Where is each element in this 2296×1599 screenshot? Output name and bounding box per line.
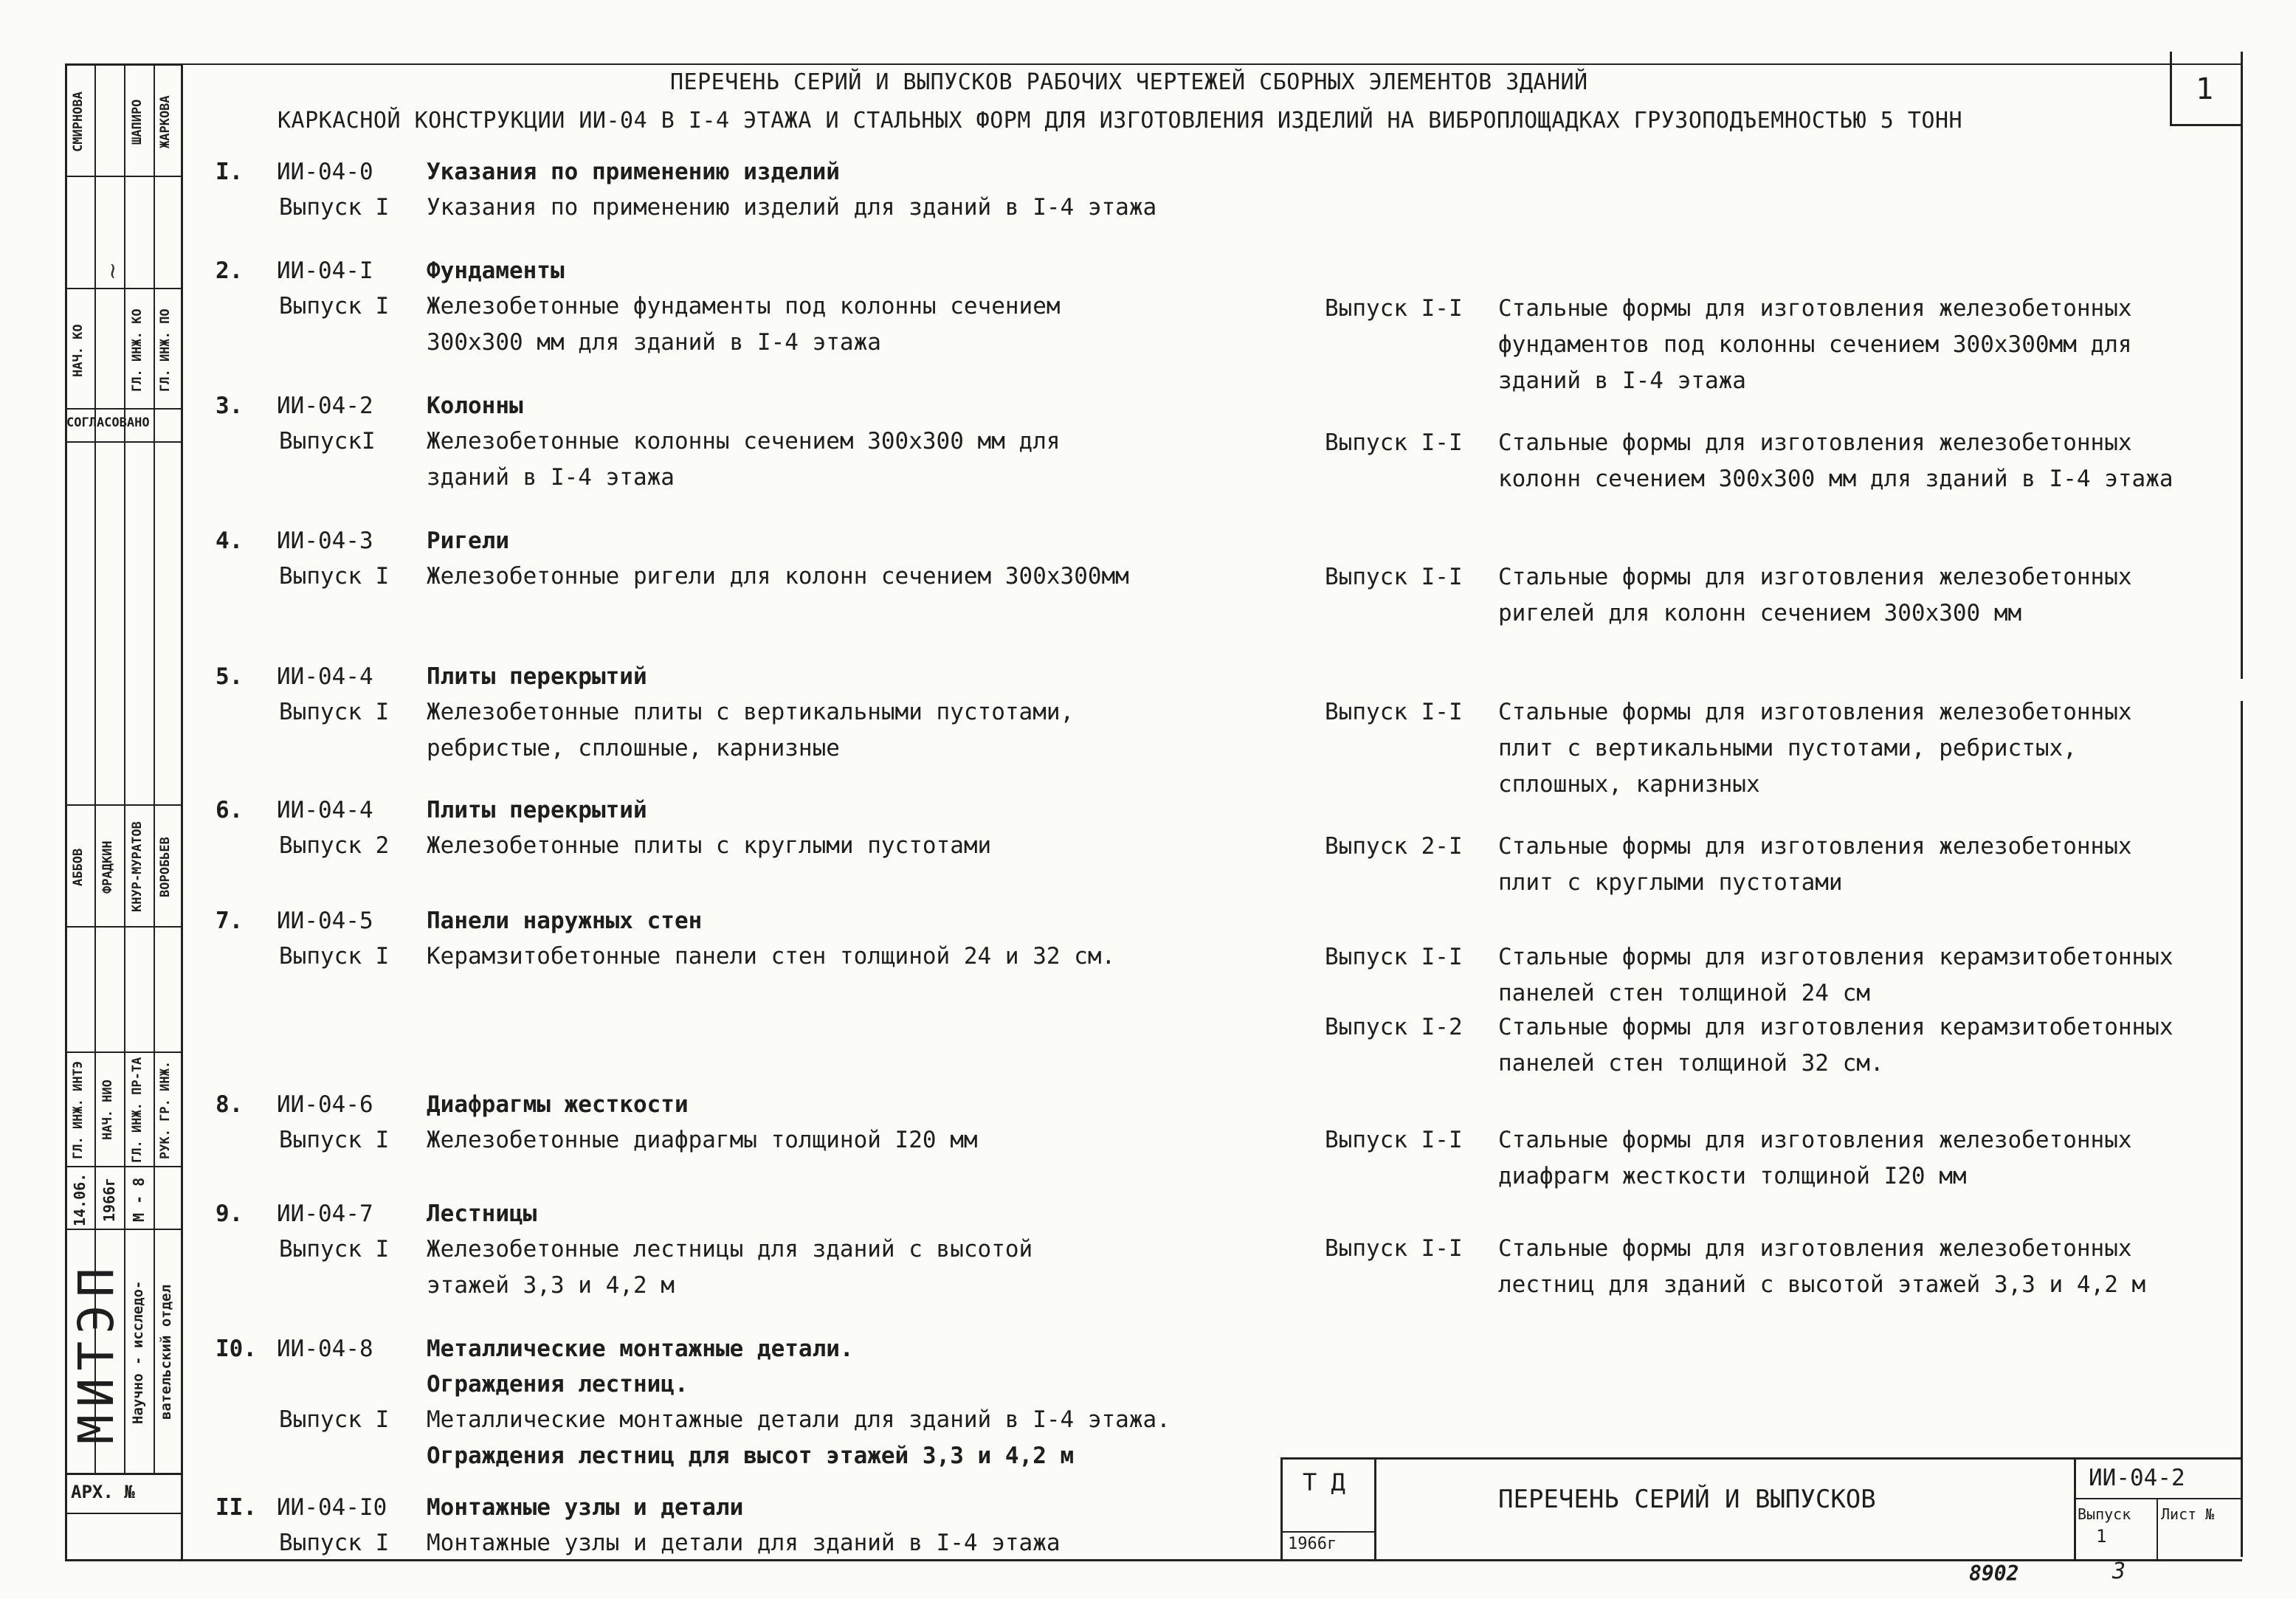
- series-code: ИИ-04-6: [277, 1091, 373, 1118]
- item-number: I.: [216, 159, 244, 185]
- issue-label: Выпуск 2: [279, 832, 390, 859]
- issue-description-line: Железобетонные лестницы для зданий с высотой: [427, 1236, 1033, 1263]
- list-label: Лист №: [2161, 1505, 2215, 1523]
- issue-description-line: этажей 3,3 и 4,2 м: [427, 1272, 675, 1299]
- stamp-m: М - 8: [130, 1177, 148, 1223]
- item-number: 6.: [216, 797, 244, 823]
- form-description-line: Стальные формы для изготовления керамзитобетонных: [1498, 1014, 2173, 1040]
- stamp-name-abbov: АББОВ: [71, 848, 86, 886]
- issue-description-line: Указания по применению изделий для зданий в I-4 этажа: [427, 194, 1157, 221]
- form-issue-label: Выпуск I-I: [1325, 944, 1463, 970]
- item-number: 8.: [216, 1091, 244, 1118]
- form-issue-label: Выпуск I-I: [1325, 429, 1463, 456]
- series-name: Диафрагмы жесткости: [427, 1091, 689, 1118]
- stamp-name-vorobev: ВОРОБЬЕВ: [158, 837, 173, 897]
- series-name: Указания по применению изделий: [427, 159, 840, 185]
- issue-description-line: ребристые, сплошные, карнизные: [427, 735, 840, 761]
- issue-description-line: Ограждения лестниц для высот этажей 3,3 и 4,2 м: [427, 1443, 1075, 1469]
- org-sub2: вательский отдел: [158, 1284, 174, 1420]
- issue-description-line: 300х300 мм для зданий в I-4 этажа: [427, 329, 881, 356]
- form-description-line: Стальные формы для изготовления железобетонных: [1498, 429, 2132, 456]
- sheet-code: ИИ-04-2: [2089, 1465, 2185, 1491]
- item-number: 9.: [216, 1201, 244, 1227]
- form-description-line: Стальные формы для изготовления керамзитобетонных: [1498, 944, 2173, 970]
- issue-label: Выпуск I: [279, 943, 390, 970]
- issue-description-line: Железобетонные ригели для колонн сечением 300х300мм: [427, 563, 1129, 590]
- form-description-line: Стальные формы для изготовления железобетонных: [1498, 833, 2132, 860]
- series-name: Лестницы: [427, 1201, 537, 1227]
- series-code: ИИ-04-8: [277, 1336, 373, 1362]
- issue-label: Выпуск I: [279, 194, 390, 221]
- vyp-label: Выпуск: [2078, 1505, 2131, 1523]
- org-sub1: Научно - исследо-: [130, 1280, 146, 1424]
- series-code: ИИ-04-4: [277, 797, 373, 823]
- series-name: Панели наружных стен: [427, 908, 703, 934]
- frame-right-line: [2241, 52, 2243, 679]
- stamp-role-gl-inzh-intep: ГЛ. ИНЖ. ИНТЭ: [71, 1060, 86, 1160]
- form-description-line: колонн сечением 300х300 мм для зданий в I-4 этажа: [1498, 466, 2173, 492]
- series-code: ИИ-04-2: [277, 393, 373, 419]
- issue-label: Выпуск I: [279, 699, 390, 725]
- frame-right-line-lower: [2241, 701, 2243, 1557]
- form-description-line: Стальные формы для изготовления железобетонных: [1498, 699, 2132, 725]
- series-code: ИИ-04-0: [277, 159, 373, 185]
- issue-label: Выпуск I: [279, 1236, 390, 1263]
- stamp-name-smirnova: СМИРНОВА: [71, 91, 86, 152]
- series-name: Колонны: [427, 393, 523, 419]
- form-description-line: плит с круглыми пустотами: [1498, 869, 1843, 896]
- issue-description-line: Железобетонные фундаменты под колонны сечением: [427, 293, 1061, 320]
- archive-number: 8902: [1969, 1561, 2019, 1586]
- series-code: ИИ-04-I: [277, 258, 373, 284]
- org-logo-text: МИТЭП: [68, 1260, 125, 1444]
- form-description-line: Стальные формы для изготовления железобетонных: [1498, 1235, 2132, 1262]
- issue-description-line: Железобетонные диафрагмы толщиной I20 мм: [427, 1127, 978, 1153]
- issue-label: Выпуск I: [279, 563, 390, 590]
- page-number: 1: [2196, 72, 2214, 106]
- issue-description-line: Железобетонные плиты с круглыми пустотами: [427, 832, 992, 859]
- stamp-year: 1966г: [100, 1177, 118, 1223]
- stamp-role-ruk-gr: РУК. ГР. ИНЖ.: [158, 1060, 173, 1160]
- stamp-role-gl-inzh-pr: ГЛ. ИНЖ. ПР-ТА: [130, 1057, 145, 1164]
- td-label: Т Д: [1303, 1468, 1345, 1496]
- issue-description-line: Железобетонные плиты с вертикальными пустотами,: [427, 699, 1075, 725]
- form-issue-label: Выпуск I-I: [1325, 1235, 1463, 1262]
- form-issue-label: Выпуск I-I: [1325, 564, 1463, 590]
- arch-label: АРХ. №: [71, 1482, 135, 1502]
- issue-label: Выпуск I: [279, 1530, 390, 1556]
- item-number: II.: [216, 1494, 257, 1521]
- series-name: Плиты перекрытий: [427, 797, 647, 823]
- series-code: ИИ-04-5: [277, 908, 373, 934]
- stamp-name-fradkin: ФРАДКИН: [100, 840, 115, 894]
- stamp-date: 14.06.: [71, 1173, 89, 1226]
- series-name: Металлические монтажные детали.: [427, 1336, 854, 1362]
- sheet-title: ПЕРЕЧЕНЬ СЕРИЙ И ВЫПУСКОВ: [1498, 1485, 1876, 1514]
- issue-description-line: Металлические монтажные детали для зданий в I-4 этажа.: [427, 1406, 1171, 1433]
- issue-description-line: Керамзитобетонные панели стен толщиной 24 и 32 см.: [427, 943, 1116, 970]
- form-description-line: панелей стен толщиной 24 см: [1498, 980, 1870, 1006]
- frame-top-line: [183, 63, 2242, 65]
- form-issue-label: Выпуск I-2: [1325, 1014, 1463, 1040]
- form-description-line: диафрагм жесткости толщиной I20 мм: [1498, 1163, 1967, 1189]
- stamp-name-zharkova: ЖАРКОВА: [158, 95, 173, 148]
- stamp-agreed: СОГЛАСОВАНО: [66, 415, 150, 430]
- series-name: Ригели: [427, 528, 509, 554]
- form-description-line: ригелей для колонн сечением 300х300 мм: [1498, 600, 2022, 626]
- series-name-2: Ограждения лестниц.: [427, 1371, 689, 1398]
- signature-mark: ~: [100, 261, 125, 280]
- td-year: 1966г: [1288, 1535, 1337, 1553]
- issue-description-line: Железобетонные колонны сечением 300х300 мм для: [427, 428, 1061, 455]
- form-description-line: фундаментов под колонны сечением 300х300мм для: [1498, 331, 2132, 358]
- issue-label: Выпуск I: [279, 293, 390, 320]
- form-description-line: зданий в I-4 этажа: [1498, 367, 1746, 394]
- form-description-line: сплошных, карнизных: [1498, 771, 1760, 798]
- form-issue-label: Выпуск 2-I: [1325, 833, 1463, 860]
- form-description-line: панелей стен толщиной 32 см.: [1498, 1050, 1884, 1077]
- form-description-line: Стальные формы для изготовления железобетонных: [1498, 295, 2132, 322]
- form-description-line: Стальные формы для изготовления железобетонных: [1498, 1127, 2132, 1153]
- item-number: 3.: [216, 393, 244, 419]
- form-description-line: лестниц для зданий с высотой этажей 3,3 и 4,2 м: [1498, 1271, 2146, 1298]
- form-description-line: Стальные формы для изготовления железобетонных: [1498, 564, 2132, 590]
- stamp-name-knur-muratov: КНУР-МУРАТОВ: [130, 821, 145, 913]
- title-line-1: ПЕРЕЧЕНЬ СЕРИЙ И ВЫПУСКОВ РАБОЧИХ ЧЕРТЕЖЕЙ СБОРНЫХ ЭЛЕМЕНТОВ ЗДАНИЙ: [670, 69, 1588, 95]
- stamp-name-shapiro: ШАПИРО: [130, 99, 145, 145]
- list-value: 3: [2112, 1558, 2126, 1584]
- series-code: ИИ-04-4: [277, 663, 373, 690]
- series-name: Монтажные узлы и детали: [427, 1494, 744, 1521]
- vyp-value: 1: [2096, 1526, 2107, 1547]
- stamp-role-nach-ko: НАЧ. КО: [71, 324, 86, 377]
- title-line-2: КАРКАСНОЙ КОНСТРУКЦИИ ИИ-04 В I-4 ЭТАЖА И СТАЛЬНЫХ ФОРМ ДЛЯ ИЗГОТОВЛЕНИЯ ИЗДЕЛИЙ НА ВИБРОПЛОЩАДКАХ ГРУЗОПОДЪЕМНОСТЬЮ 5 ТОНН: [277, 108, 1963, 134]
- stamp-role-gl-inzh-po: ГЛ. ИНЖ. ПО: [158, 308, 173, 393]
- series-name: Фундаменты: [427, 258, 565, 284]
- series-code: ИИ-04-3: [277, 528, 373, 554]
- series-code: ИИ-04-7: [277, 1201, 373, 1227]
- item-number: 2.: [216, 258, 244, 284]
- item-number: I0.: [216, 1336, 257, 1362]
- item-number: 7.: [216, 908, 244, 934]
- form-description-line: плит с вертикальными пустотами, ребристых,: [1498, 735, 2077, 761]
- item-number: 4.: [216, 528, 244, 554]
- issue-label: ВыпускI: [279, 428, 376, 455]
- item-number: 5.: [216, 663, 244, 690]
- form-issue-label: Выпуск I-I: [1325, 699, 1463, 725]
- stamp-role-gl-inzh-ko: ГЛ. ИНЖ. КО: [130, 308, 145, 393]
- issue-description-line: зданий в I-4 этажа: [427, 464, 675, 491]
- series-name: Плиты перекрытий: [427, 663, 647, 690]
- issue-description-line: Монтажные узлы и детали для зданий в I-4 этажа: [427, 1530, 1061, 1556]
- frame-bottom-line: [183, 1559, 2242, 1561]
- stamp-role-nach-nio: НАЧ. НИО: [100, 1080, 115, 1141]
- series-code: ИИ-04-I0: [277, 1494, 387, 1521]
- form-issue-label: Выпуск I-I: [1325, 1127, 1463, 1153]
- form-issue-label: Выпуск I-I: [1325, 295, 1463, 322]
- issue-label: Выпуск I: [279, 1127, 390, 1153]
- issue-label: Выпуск I: [279, 1406, 390, 1433]
